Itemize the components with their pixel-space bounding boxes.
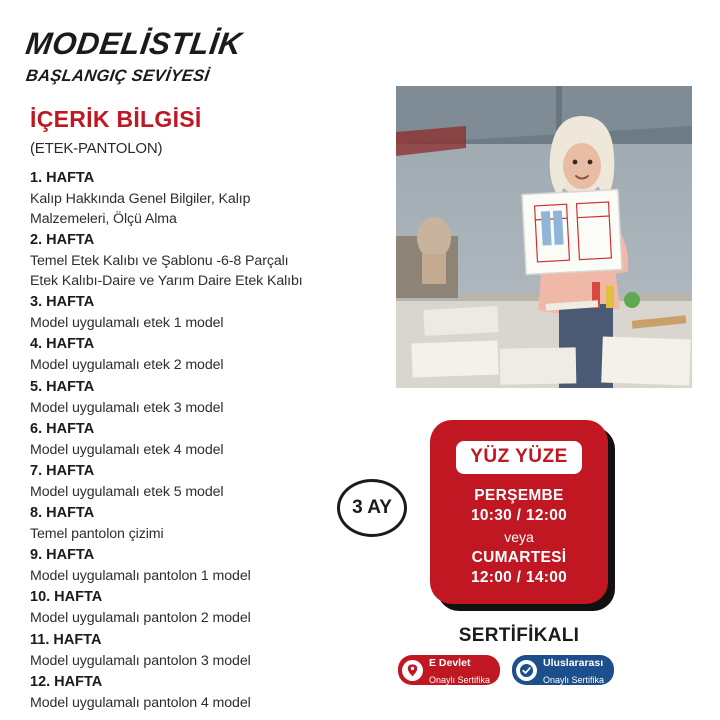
week-desc: Temel pantolon çizimi bbox=[30, 526, 164, 543]
week-title: 10. HAFTA bbox=[30, 589, 103, 606]
list-item bbox=[30, 230, 376, 291]
week-desc: Malzemeleri, Ölçü Alma bbox=[30, 210, 177, 227]
schedule-card bbox=[430, 420, 608, 604]
list-item bbox=[30, 503, 376, 544]
duration-badge: 3 AY bbox=[337, 479, 407, 537]
week-desc: Kalıp Hakkında Genel Bilgiler, Kalıp bbox=[30, 190, 251, 207]
photo-illustration bbox=[396, 86, 692, 388]
week-title: 9. HAFTA bbox=[30, 547, 95, 564]
week-desc: Model uygulamalı pantolon 3 model bbox=[30, 652, 251, 669]
content-column bbox=[23, 26, 376, 714]
week-desc: Model uygulamalı pantolon 2 model bbox=[30, 610, 251, 627]
badge-international-text bbox=[543, 653, 604, 688]
badge-title: Uluslararası bbox=[543, 656, 604, 669]
weeks-list bbox=[30, 168, 376, 713]
badge-international bbox=[512, 655, 614, 685]
page-title: MODELİSTLİK bbox=[23, 26, 245, 61]
week-title: 7. HAFTA bbox=[30, 462, 95, 479]
week-title: 8. HAFTA bbox=[30, 505, 95, 522]
badge-subtitle: Onaylı Sertifika bbox=[543, 675, 605, 685]
schedule-day-1: PERŞEMBE bbox=[474, 487, 564, 504]
mode-badge: YÜZ YÜZE bbox=[456, 441, 582, 474]
section-title: İÇERİK BİLGİSİ bbox=[30, 105, 202, 132]
certificate-badges bbox=[398, 655, 688, 685]
section-note: (ETEK-PANTOLON) bbox=[30, 139, 163, 157]
instructor-photo bbox=[396, 86, 692, 388]
schedule-time-1: 10:30 / 12:00 bbox=[470, 507, 568, 525]
week-desc: Model uygulamalı pantolon 4 model bbox=[30, 694, 251, 711]
week-title: 4. HAFTA bbox=[30, 336, 95, 353]
week-desc: Model uygulamalı etek 3 model bbox=[30, 399, 224, 416]
week-desc: Temel Etek Kalıbı ve Şablonu -6-8 Parçalı bbox=[30, 252, 289, 269]
list-item bbox=[30, 545, 376, 586]
list-item bbox=[30, 334, 376, 375]
schedule-time-2: 12:00 / 14:00 bbox=[470, 569, 568, 587]
week-desc: Model uygulamalı etek 5 model bbox=[30, 483, 224, 500]
week-title: 12. HAFTA bbox=[30, 673, 103, 690]
week-desc: Etek Kalıbı-Daire ve Yarım Daire Etek Kalıbı bbox=[30, 273, 303, 290]
list-item bbox=[30, 672, 376, 713]
list-item bbox=[30, 461, 376, 502]
list-item bbox=[30, 630, 376, 671]
week-title: 1. HAFTA bbox=[30, 169, 95, 186]
week-title: 3. HAFTA bbox=[30, 294, 95, 311]
week-title: 2. HAFTA bbox=[30, 231, 95, 248]
week-title: 6. HAFTA bbox=[30, 420, 95, 437]
schedule-day-2: CUMARTESİ bbox=[471, 548, 567, 566]
badge-subtitle: Onaylı Sertifika bbox=[429, 675, 491, 685]
list-item bbox=[30, 292, 376, 333]
week-desc: Model uygulamalı etek 4 model bbox=[30, 441, 224, 458]
badge-edevlet bbox=[398, 655, 500, 685]
edevlet-glyph bbox=[405, 663, 420, 678]
list-item bbox=[30, 168, 376, 229]
badge-title: E Devlet bbox=[429, 656, 471, 669]
schedule-connector: veya bbox=[504, 528, 534, 545]
check-icon bbox=[516, 660, 537, 681]
edevlet-icon bbox=[402, 660, 423, 681]
list-item bbox=[30, 419, 376, 460]
check-glyph bbox=[519, 663, 534, 678]
week-desc: Model uygulamalı etek 2 model bbox=[30, 357, 224, 374]
list-item bbox=[30, 587, 376, 628]
certificate-heading: SERTİFİKALI bbox=[458, 625, 580, 646]
week-desc: Model uygulamalı pantolon 1 model bbox=[30, 568, 251, 585]
list-item bbox=[30, 377, 376, 418]
week-desc: Model uygulamalı etek 1 model bbox=[30, 315, 224, 332]
page-subtitle: BAŞLANGIÇ SEVİYESİ bbox=[24, 66, 211, 85]
week-title: 11. HAFTA bbox=[30, 631, 102, 648]
badge-edevlet-text bbox=[429, 653, 490, 688]
week-title: 5. HAFTA bbox=[30, 378, 95, 395]
